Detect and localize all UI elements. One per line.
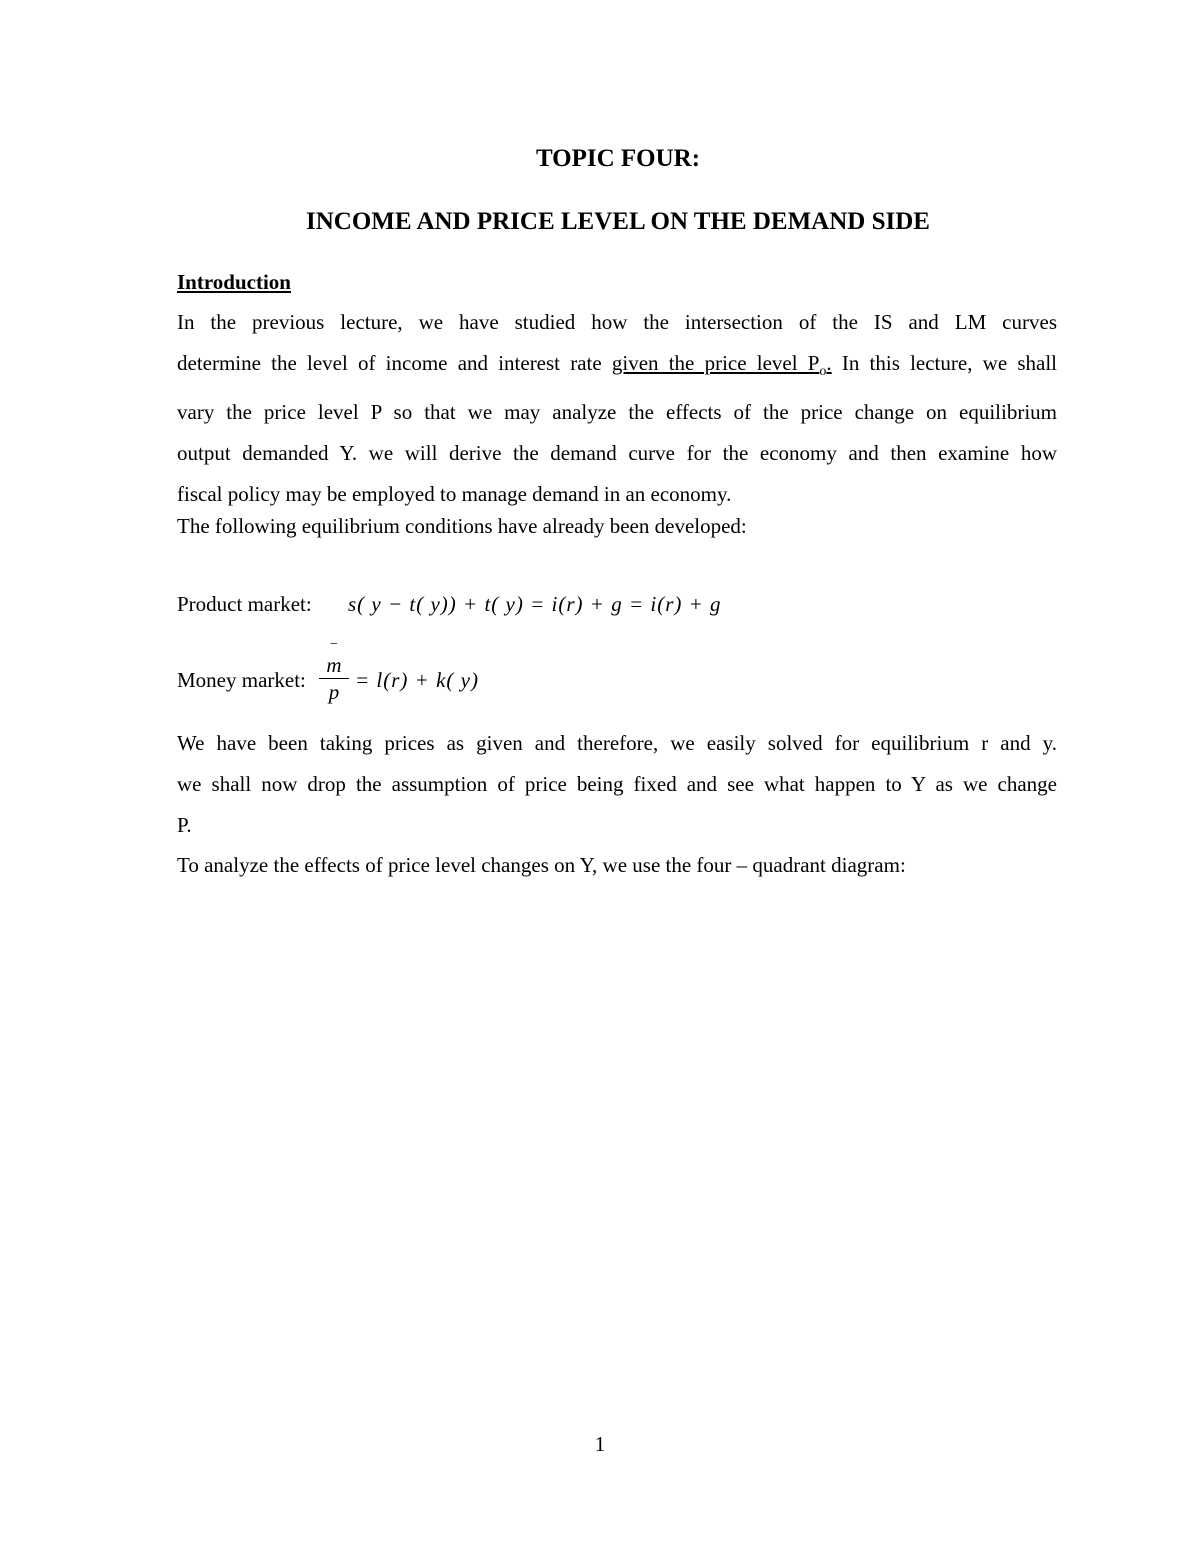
money-denominator: p [328, 680, 340, 704]
money-numerator: m [326, 653, 342, 677]
taking-line-2: we shall now drop the assumption of price being fixed and see what happen to Y as we change [177, 772, 1057, 796]
topic-subtitle: INCOME AND PRICE LEVEL ON THE DEMAND SIDE [306, 208, 930, 235]
underlined-price-level [611, 351, 832, 379]
taking-line-3: P. [177, 813, 192, 837]
intro-line-2-end: In this lecture, we shall [831, 351, 1057, 375]
intro-line-2 [177, 343, 1057, 392]
product-market-label: Product market: [177, 592, 312, 616]
money-fraction [319, 638, 349, 703]
intro-line-3: vary the price level P so that we may analyze the effects of the price change on equilibrium [177, 400, 1057, 424]
product-market-equation [177, 592, 722, 617]
taking-line-1: We have been taking prices as given and therefore, we easily solved for equilibrium r and y. [177, 731, 1057, 755]
price-subscript: o [819, 364, 827, 379]
intro-paragraph [177, 302, 1057, 515]
section-heading-introduction: Introduction [177, 270, 291, 294]
equilibrium-conditions-text: The following equilibrium conditions have already been developed: [177, 514, 747, 538]
product-market-formula: s( y − t( y)) + t( y) = i(r) + g = i(r) + g [348, 592, 722, 616]
money-market-equation [177, 637, 479, 704]
intro-line-5: fiscal policy may be employed to manage demand in an economy. [177, 482, 732, 506]
money-bar-symbol: − [330, 637, 338, 652]
intro-line-4: output demanded Y. we will derive the demand curve for the economy and then examine how [177, 441, 1057, 465]
four-quadrant-text: To analyze the effects of price level changes on Y, we use the four – quadrant diagram: [177, 853, 906, 877]
topic-title: TOPIC FOUR: [535, 145, 701, 172]
underlined-period: . [826, 351, 832, 375]
underlined-text: given the price level P [611, 351, 820, 375]
money-market-label: Money market: [177, 668, 306, 692]
intro-line-1: In the previous lecture, we have studied how the intersection of the IS and LM curves [177, 310, 1057, 334]
page-number: 1 [594, 1432, 606, 1456]
price-assumption-paragraph [177, 723, 1057, 846]
fraction-rule [319, 678, 349, 679]
intro-line-2-start: determine the level of income and interest rate [177, 351, 612, 375]
money-market-rhs: = l(r) + k( y) [355, 668, 479, 692]
